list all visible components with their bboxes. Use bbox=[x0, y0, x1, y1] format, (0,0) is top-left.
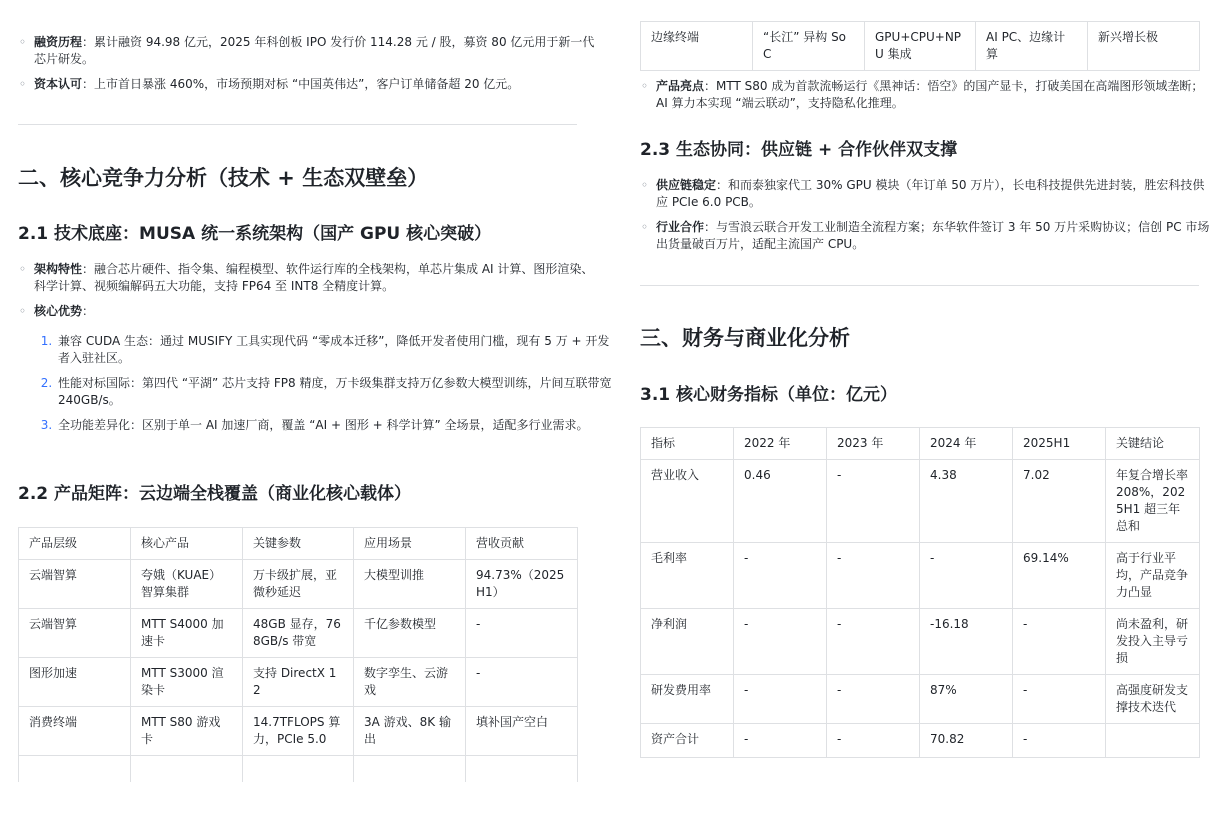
table-cell: 高于行业平均，产品竞争力凸显 bbox=[1106, 543, 1200, 609]
funding-bullets bbox=[18, 34, 595, 101]
product-highlight-bullets bbox=[640, 78, 1210, 120]
table-row bbox=[19, 658, 578, 707]
section-divider bbox=[18, 124, 577, 125]
table-cell bbox=[243, 756, 354, 786]
table-cell: 消费终端 bbox=[19, 707, 131, 756]
product-matrix-table-continued bbox=[640, 21, 1200, 71]
table-cell: 万卡级扩展，亚微秒延迟 bbox=[243, 560, 354, 609]
table-cell: 尚未盈利，研发投入主导亏损 bbox=[1106, 609, 1200, 675]
list-item: ◦ 资本认可：上市首日暴涨 460%，市场预期对标 “中国英伟达”，客户订单储备超 20 亿元。 bbox=[18, 76, 595, 93]
table-cell: MTT S4000 加速卡 bbox=[131, 609, 243, 658]
table-header-cell: 应用场景 bbox=[354, 528, 466, 560]
table-cell: 营业收入 bbox=[641, 460, 734, 543]
table-cell: 边缘终端 bbox=[641, 22, 753, 71]
table-cell: 夸娥（KUAE）智算集群 bbox=[131, 560, 243, 609]
table-cell: 研发费用率 bbox=[641, 675, 734, 724]
table-cell: 14.7TFLOPS 算力，PCIe 5.0 bbox=[243, 707, 354, 756]
table-header-cell: 2022 年 bbox=[734, 428, 827, 460]
table-clip-cover bbox=[630, 782, 1220, 826]
table-header-cell: 关键参数 bbox=[243, 528, 354, 560]
finance-table bbox=[640, 427, 1200, 758]
table-cell: 94.73%（2025H1） bbox=[466, 560, 578, 609]
table-header-cell: 指标 bbox=[641, 428, 734, 460]
list-item: 3. 全功能差异化：区别于单一 AI 加速厂商，覆盖 “AI + 图形 + 科学计算” 全场景，适配多行业需求。 bbox=[56, 417, 612, 434]
table-header-row bbox=[19, 528, 578, 560]
table-row bbox=[19, 756, 578, 786]
table-cell bbox=[354, 756, 466, 786]
table-cell: GPU+CPU+NPU 集成 bbox=[865, 22, 976, 71]
list-item: ◦ 行业合作：与雪浪云联合开发工业制造全流程方案；东华软件签订 3 年 50 万片采购协议；信创 PC 市场出货量破百万片，适配主流国产 CPU。 bbox=[640, 219, 1210, 253]
table-cell: 大模型训推 bbox=[354, 560, 466, 609]
table-cell: 千亿参数模型 bbox=[354, 609, 466, 658]
ecosystem-bullets bbox=[640, 177, 1210, 261]
list-item: ◦ 核心优势： bbox=[18, 303, 595, 320]
list-item: ◦ 融资历程：累计融资 94.98 亿元，2025 年科创板 IPO 发行价 114.28 元 / 股，募资 80 亿元用于新一代芯片研发。 bbox=[18, 34, 595, 68]
table-row bbox=[641, 543, 1200, 609]
table-cell: “长江” 异构 SoC bbox=[753, 22, 865, 71]
table-cell: 资产合计 bbox=[641, 724, 734, 758]
table-cell: 净利润 bbox=[641, 609, 734, 675]
table-cell: 70.82 bbox=[920, 724, 1013, 758]
section-2-heading: 二、核心竞争力分析（技术 + 生态双壁垒） bbox=[18, 166, 429, 190]
table-cell: 4.38 bbox=[920, 460, 1013, 543]
architecture-bullets bbox=[18, 261, 595, 328]
table-cell: 新兴增长极 bbox=[1088, 22, 1200, 71]
table-cell: - bbox=[734, 675, 827, 724]
table-cell: - bbox=[827, 675, 920, 724]
table-cell: 高强度研发支撑技术迭代 bbox=[1106, 675, 1200, 724]
table-cell: 年复合增长率 208%，2025H1 超三年总和 bbox=[1106, 460, 1200, 543]
table-cell: 87% bbox=[920, 675, 1013, 724]
table-header-cell: 2025H1 bbox=[1013, 428, 1106, 460]
table-header-cell: 营收贡献 bbox=[466, 528, 578, 560]
table-cell: - bbox=[827, 609, 920, 675]
subsection-3-1-heading: 3.1 核心财务指标（单位：亿元） bbox=[640, 385, 898, 405]
table-cell: - bbox=[827, 460, 920, 543]
table-cell: - bbox=[734, 609, 827, 675]
table-header-row bbox=[641, 428, 1200, 460]
table-cell: - bbox=[734, 543, 827, 609]
table-cell: - bbox=[1013, 609, 1106, 675]
table-cell: 0.46 bbox=[734, 460, 827, 543]
section-divider bbox=[640, 285, 1199, 286]
table-cell bbox=[19, 756, 131, 786]
table-row bbox=[641, 609, 1200, 675]
table-header-cell: 产品层级 bbox=[19, 528, 131, 560]
table-cell: AI PC、边缘计算 bbox=[976, 22, 1088, 71]
table-cell bbox=[131, 756, 243, 786]
table-cell: MTT S3000 渲染卡 bbox=[131, 658, 243, 707]
table-cell: 图形加速 bbox=[19, 658, 131, 707]
table-cell: - bbox=[827, 543, 920, 609]
table-row bbox=[641, 460, 1200, 543]
table-cell: - bbox=[920, 543, 1013, 609]
table-row bbox=[19, 707, 578, 756]
table-cell: -16.18 bbox=[920, 609, 1013, 675]
list-item: 2. 性能对标国际：第四代 “平湖” 芯片支持 FP8 精度，万卡级集群支持万亿参数大模型训练，片间互联带宽 240GB/s。 bbox=[56, 375, 612, 409]
table-cell: - bbox=[827, 724, 920, 758]
advantages-list bbox=[34, 333, 612, 442]
list-item: 1. 兼容 CUDA 生态：通过 MUSIFY 工具实现代码 “零成本迁移”，降低开发者使用门槛，现有 5 万 + 开发者入驻社区。 bbox=[56, 333, 612, 367]
list-item: ◦ 产品亮点：MTT S80 成为首款流畅运行《黑神话：悟空》的国产显卡，打破美国在高端图形领域垄断；AI 算力本实现 “端云联动”，支持隐私化推理。 bbox=[640, 78, 1210, 112]
table-cell: - bbox=[466, 658, 578, 707]
table-cell: MTT S80 游戏卡 bbox=[131, 707, 243, 756]
table-row bbox=[641, 22, 1200, 71]
table-cell: 云端智算 bbox=[19, 609, 131, 658]
table-cell: - bbox=[466, 609, 578, 658]
list-item: ◦ 架构特性：融合芯片硬件、指令集、编程模型、软件运行库的全栈架构，单芯片集成 AI 计算、图形渲染、科学计算、视频编解码五大功能，支持 FP64 至 INT8 全精度计算。 bbox=[18, 261, 595, 295]
table-header-cell: 2024 年 bbox=[920, 428, 1013, 460]
table-row bbox=[641, 675, 1200, 724]
table-cell: 7.02 bbox=[1013, 460, 1106, 543]
table-cell: 填补国产空白 bbox=[466, 707, 578, 756]
table-header-cell: 关键结论 bbox=[1106, 428, 1200, 460]
subsection-2-1-heading: 2.1 技术底座：MUSA 统一系统架构（国产 GPU 核心突破） bbox=[18, 224, 492, 244]
table-cell: 3A 游戏、8K 输出 bbox=[354, 707, 466, 756]
table-cell: 48GB 显存，768GB/s 带宽 bbox=[243, 609, 354, 658]
list-item: ◦ 供应链稳定：和而泰独家代工 30% GPU 模块（年订单 50 万片），长电科技提供先进封装，胜宏科技供应 PCIe 6.0 PCB。 bbox=[640, 177, 1210, 211]
table-row bbox=[19, 609, 578, 658]
table-cell: - bbox=[1013, 675, 1106, 724]
table-cell: 云端智算 bbox=[19, 560, 131, 609]
subsection-2-2-heading: 2.2 产品矩阵：云边端全栈覆盖（商业化核心载体） bbox=[18, 484, 412, 504]
table-cell: - bbox=[1013, 724, 1106, 758]
table-cell: 毛利率 bbox=[641, 543, 734, 609]
table-header-cell: 核心产品 bbox=[131, 528, 243, 560]
section-3-heading: 三、财务与商业化分析 bbox=[640, 326, 850, 350]
table-cell: - bbox=[734, 724, 827, 758]
table-cell: 支持 DirectX 12 bbox=[243, 658, 354, 707]
table-cell: 数字孪生、云游戏 bbox=[354, 658, 466, 707]
table-cell: 69.14% bbox=[1013, 543, 1106, 609]
table-cell bbox=[1106, 724, 1200, 758]
table-clip-cover bbox=[0, 782, 620, 826]
table-row bbox=[19, 560, 578, 609]
table-row bbox=[641, 724, 1200, 758]
product-matrix-table bbox=[18, 527, 578, 786]
table-cell bbox=[466, 756, 578, 786]
table-header-cell: 2023 年 bbox=[827, 428, 920, 460]
subsection-2-3-heading: 2.3 生态协同：供应链 + 合作伙伴双支撑 bbox=[640, 140, 958, 160]
